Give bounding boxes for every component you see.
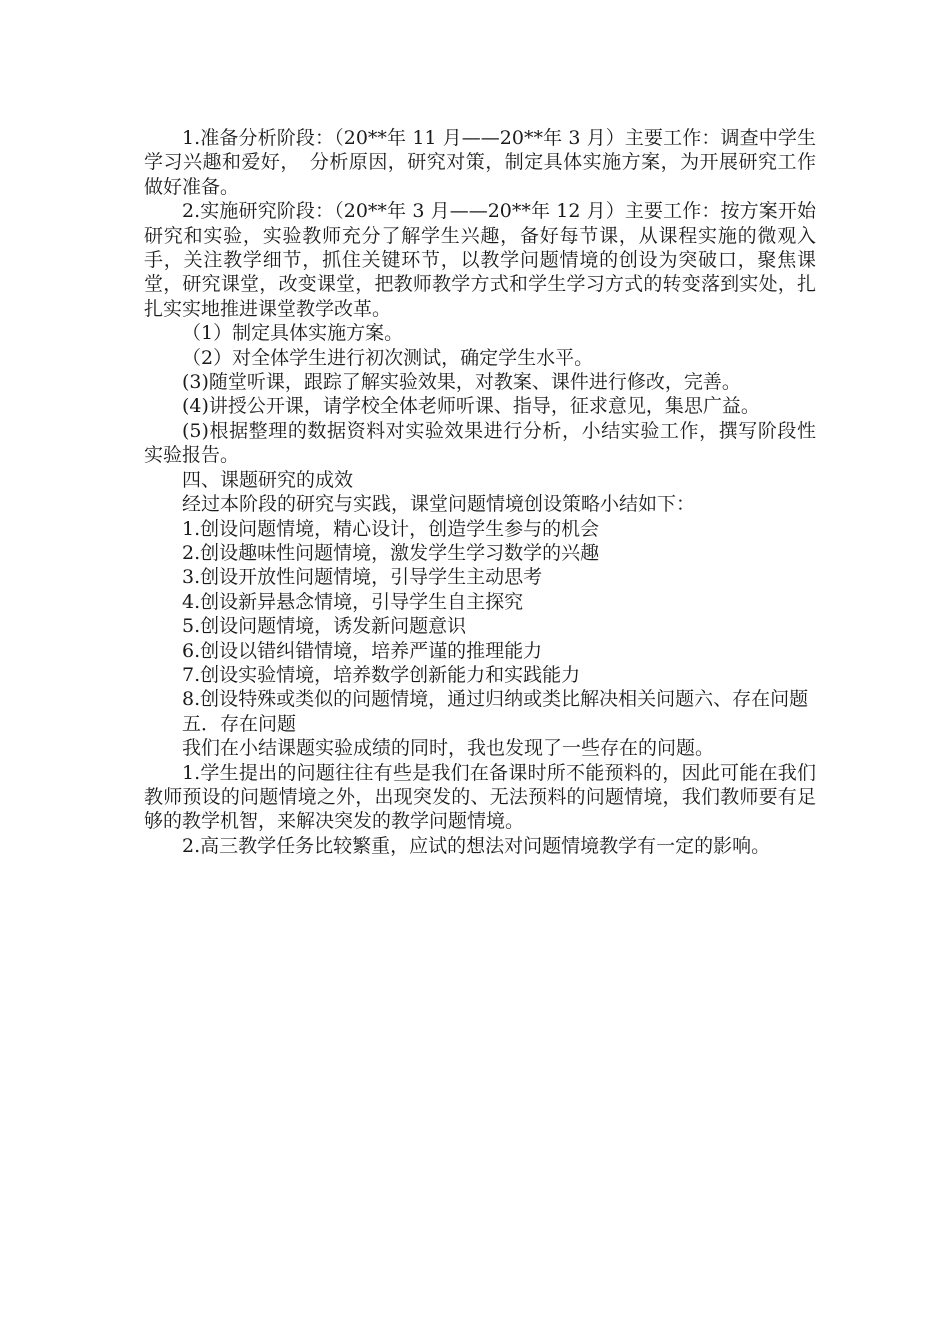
problem-item-2: 2.高三教学任务比较繁重，应试的想法对问题情境教学有一定的影响。	[182, 834, 771, 857]
paragraph-stage-2: 2.实施研究阶段：（20**年 3 月——20**年 12 月）主要工作：按方案开始研究和实验，实验教师充分了解学生兴趣，备好每节课，从课程实施的微观入手，关注教学细节，抓住关键环节，以教学问题情境的创设为突破口，聚焦课堂，研究课堂，改变课堂，把教师教学方式和学生学习方式的转变落到实处，扎扎实实地推进课堂教学改革。	[144, 200, 816, 320]
strategy-item-4: 4.创设新异悬念情境，引导学生自主探究	[182, 590, 524, 613]
strategy-item-1: 1.创设问题情境，精心设计，创造学生参与的机会	[182, 517, 600, 540]
strategy-item-3: 3.创设开放性问题情境，引导学生主动思考	[182, 566, 543, 589]
strategy-item-5: 5.创设问题情境，诱发新问题意识	[182, 615, 467, 638]
problem-item-1: 1.学生提出的问题往往有些是我们在备课时所不能预料的，因此可能在我们教师预设的问题情境之外，出现突发的、无法预料的问题情境，我们教师要有足够的教学机智，来解决突发的教学问题情境。	[144, 761, 816, 833]
paragraph-problems-intro: 我们在小结课题实验成绩的同时，我也发现了一些存在的问题。	[182, 737, 715, 760]
strategy-item-8: 8.创设特殊或类似的问题情境，通过归纳或类比解决相关问题六、存在问题	[182, 688, 809, 711]
paragraph-results-intro: 经过本阶段的研究与实践，课堂问题情境创设策略小结如下：	[182, 493, 696, 516]
paragraph-step-1: （1）制定具体实施方案。	[182, 322, 404, 345]
paragraph-step-3: (3)随堂听课，跟踪了解实验效果，对教案、课件进行修改，完善。	[182, 371, 741, 394]
paragraph-step-4: (4)讲授公开课，请学校全体老师听课、指导，征求意见，集思广益。	[182, 395, 760, 418]
paragraph-stage-1: 1.准备分析阶段：（20**年 11 月——20**年 3 月）主要工作：调查中学生学习兴趣和爱好， 分析原因，研究对策，制定具体实施方案，为开展研究工作做好准备。	[144, 127, 816, 198]
section-heading-results: 四、课题研究的成效	[182, 468, 354, 491]
strategy-item-7: 7.创设实验情境，培养数学创新能力和实践能力	[182, 663, 581, 686]
paragraph-step-5: (5)根据整理的数据资料对实验效果进行分析，小结实验工作，撰写阶段性实验报告。	[144, 419, 816, 467]
paragraph-step-2: （2）对全体学生进行初次测试，确定学生水平。	[182, 346, 594, 369]
strategy-item-6: 6.创设以错纠错情境，培养严谨的推理能力	[182, 639, 543, 662]
strategy-item-2: 2.创设趣味性问题情境，激发学生学习数学的兴趣	[182, 541, 600, 564]
document-body	[144, 126, 816, 858]
section-heading-problems: 五．存在问题	[182, 712, 297, 735]
